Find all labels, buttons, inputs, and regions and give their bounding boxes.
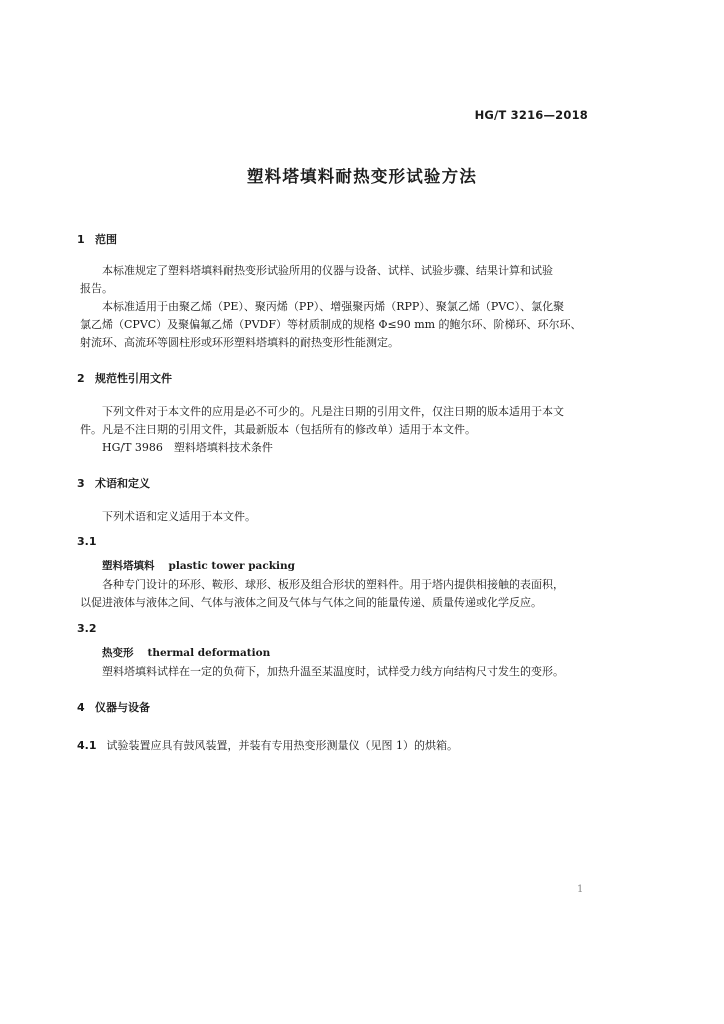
clause-number: 4.1 (77, 739, 97, 752)
section-title: 规范性引用文件 (95, 372, 172, 385)
normative-reference: HG/T 3986 塑料塔填料技术条件 (102, 441, 273, 454)
term-chinese: 塑料塔填料 (102, 560, 155, 572)
term-3-2-number: 3.2 (77, 622, 97, 635)
paragraph-line: 下列术语和定义适用于本文件。 (102, 510, 256, 523)
term-english: plastic tower packing (168, 560, 295, 572)
section-number: 1 (77, 233, 85, 246)
section-4-heading (77, 699, 150, 715)
paragraph-line: 下列文件对于本文件的应用是必不可少的。凡是注日期的引用文件，仅注日期的版本适用于本文 (102, 405, 564, 418)
paragraph-line: 射流环、高流环等圆柱形或环形塑料塔填料的耐热变形性能测定。 (80, 336, 399, 349)
paragraph-line: 报告。 (80, 282, 113, 295)
standard-code: HG/T 3216—2018 (474, 108, 588, 122)
definition-line: 各种专门设计的环形、鞍形、球形、板形及组合形状的塑料件。用于塔内提供相接触的表面积， (102, 578, 564, 591)
document-title: 塑料塔填料耐热变形试验方法 (246, 167, 478, 186)
term-3-2 (102, 645, 270, 660)
section-number: 4 (77, 701, 85, 714)
section-title: 范围 (95, 233, 117, 246)
section-title: 术语和定义 (95, 477, 150, 490)
paragraph-line: 氯乙烯（CPVC）及聚偏氟乙烯（PVDF）等材质制成的规格 Φ≤90 mm 的鲍尔环、阶梯环、环尔环、 (80, 318, 582, 331)
term-english: thermal deformation (147, 647, 271, 659)
section-number: 3 (77, 477, 85, 490)
term-3-1 (102, 558, 295, 573)
definition-line: 以促进液体与液体之间、气体与液体之间及气体与气体之间的能量传递、质量传递或化学反应。 (80, 596, 542, 609)
term-chinese: 热变形 (102, 647, 134, 659)
section-3-heading (77, 475, 150, 491)
section-2-heading (77, 370, 172, 386)
clause-text: 试验装置应具有鼓风装置，并装有专用热变形测量仪（见图 1）的烘箱。 (106, 739, 458, 752)
definition-line: 塑料塔填料试样在一定的负荷下，加热升温至某温度时，试样受力线方向结构尺寸发生的变形。 (102, 665, 564, 678)
paragraph-line: 本标准适用于由聚乙烯（PE）、聚丙烯（PP）、增强聚丙烯（RPP）、聚氯乙烯（PVC）、氯化聚 (102, 300, 565, 313)
paragraph-line: 本标准规定了塑料塔填料耐热变形试验所用的仪器与设备、试样、试验步骤、结果计算和试验 (102, 264, 553, 277)
page-number: 1 (577, 884, 584, 895)
clause-4-1 (77, 737, 458, 753)
section-1-heading (77, 231, 117, 247)
paragraph-line: 件。凡是不注日期的引用文件，其最新版本（包括所有的修改单）适用于本文件。 (80, 423, 476, 436)
section-number: 2 (77, 372, 85, 385)
section-title: 仪器与设备 (95, 701, 150, 714)
term-3-1-number: 3.1 (77, 535, 97, 548)
